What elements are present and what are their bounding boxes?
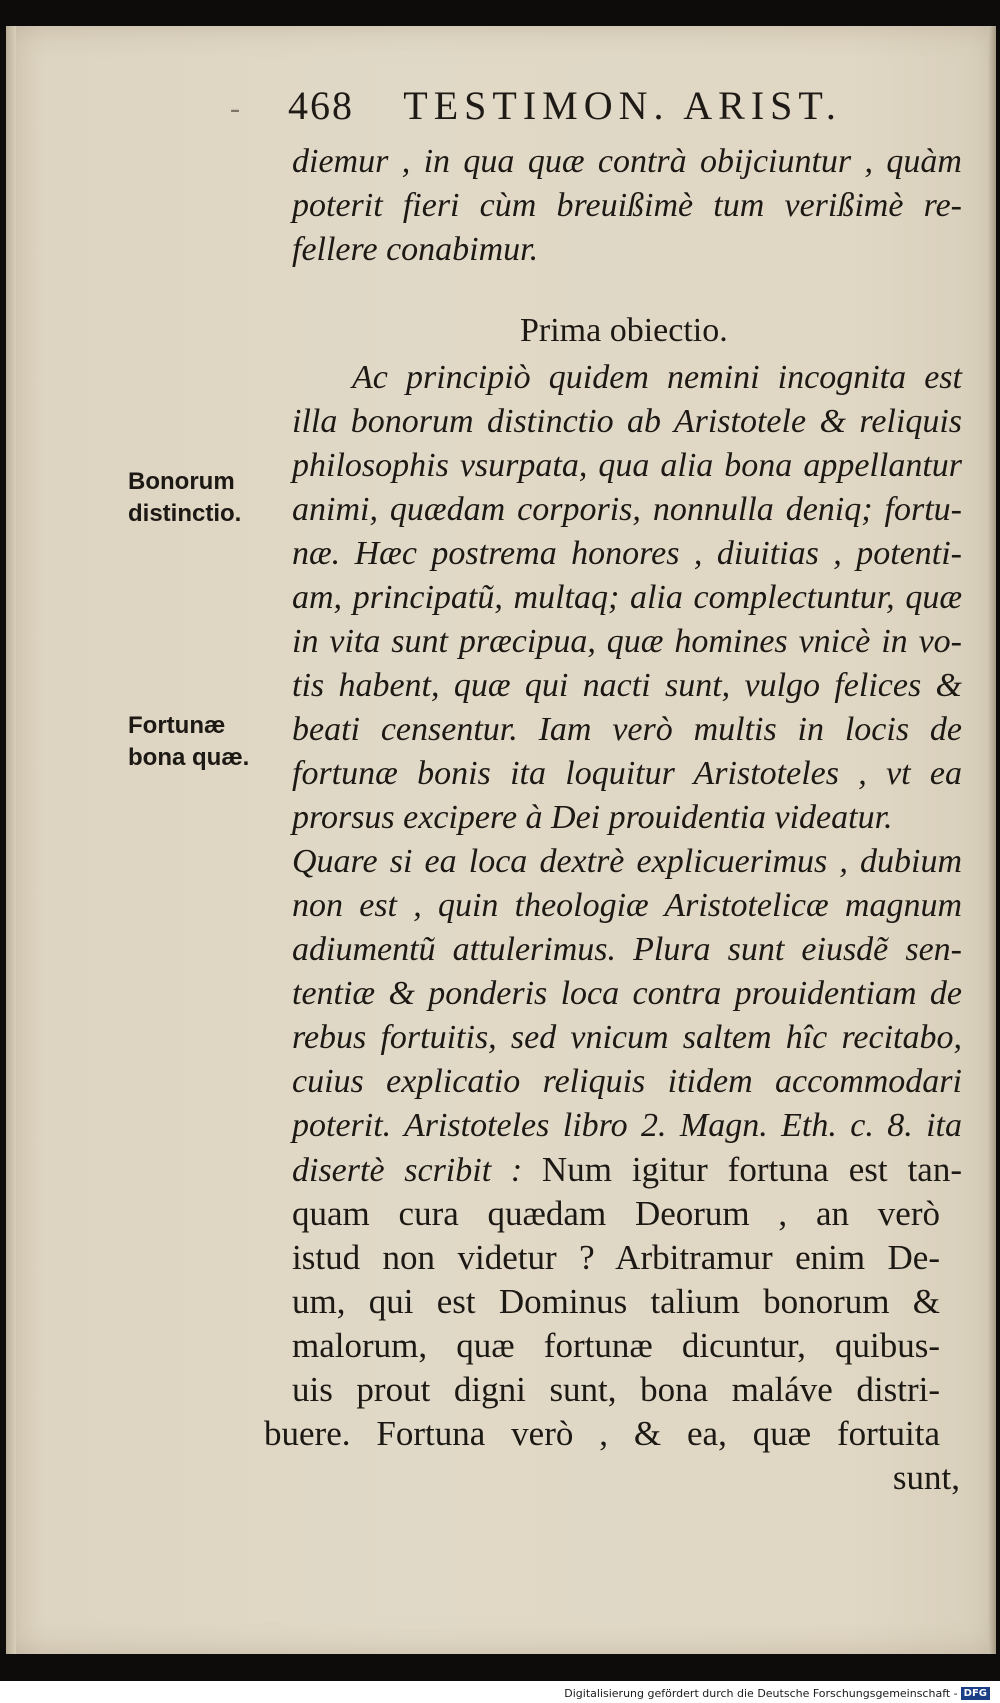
text-line: non est , quin theologiæ Aristotelicæ magnum [292,887,962,924]
text-line: in vita sunt præcipua, quæ homines vnicè in vo- [292,623,962,660]
margin-note-line: Fortunæ [128,712,226,739]
footer-credit [564,1687,990,1701]
text-line: illa bonorum distinctio ab Aristotele & reliquis [292,403,962,440]
main-paragraph [292,356,962,1192]
text-line: fortunæ bonis ita loquitur Aristoteles , vt ea [292,755,962,792]
catchword: sunt, [892,1458,960,1497]
text-line: adiumentũ attulerimus. Plura sunt eiusdẽ sen- [292,931,962,968]
text-line: diemur , in qua quæ contrà obijciuntur , quàm [292,143,962,180]
text-line: tis habent, quæ qui nacti sunt, vulgo felices & [292,667,962,704]
text-line: tentiæ & ponderis loca contra prouidentiam de [292,975,962,1012]
text-line: quam cura quædam Deorum , an verò [292,1194,940,1233]
page-number: 468 [288,83,354,128]
footer-bar [0,1681,1000,1703]
text-line: malorum, quæ fortunæ dicuntur, quibus- [292,1326,940,1365]
text-line: am, principatũ, multaq; alia complectuntur, quæ [292,579,962,616]
text-line: philosophis vsurpata, qua alia bona appellantur [292,447,962,484]
margin-note-line: bona quæ. [128,744,250,771]
italic-segment: disertè scribit : [292,1152,542,1189]
text-line: poterit. Aristoteles libro 2. Magn. Eth. c. 8. ita [292,1107,962,1144]
text-line: um, qui est Dominus talium bonorum & [292,1282,940,1321]
margin-note-bonorum [128,466,241,530]
text-line: istud non videtur ? Arbitramur enim De- [292,1238,940,1277]
text-line: poterit fieri cùm breuißimè tum verißimè re- [292,187,962,224]
running-header [288,82,848,129]
text-line: fellere conabimur. [292,231,539,268]
roman-segment: Num igitur fortuna est tan- [541,1150,962,1189]
text-line: Ac principiò quidem nemini incognita est [352,359,962,396]
margin-note-fortunae [128,710,249,774]
page-right-edge [988,26,996,1654]
text-line: Quare si ea loca dextrè explicuerimus , dubium [292,843,962,880]
margin-note-line: Bonorum [128,468,235,495]
text-line: prorsus excipere à Dei prouidentia videatur. [292,799,893,836]
quotation-paragraph [264,1192,940,1456]
footer-text: Digitalisierung gefördert durch die Deutsche Forschungsgemeinschaft - [564,1686,958,1700]
text-line: rebus fortuitis, sed vnicum saltem hîc recitabo, [292,1019,962,1056]
text-line: animi, quædam corporis, nonnulla deniq; fortu- [292,491,962,528]
intro-paragraph [292,140,962,272]
mixed-text-line [292,1148,962,1192]
text-line: beati censentur. Iam verò multis in locis de [292,711,962,748]
text-line: buere. Fortuna verò , & ea, quæ fortuita [264,1414,940,1453]
page-left-edge [6,26,16,1654]
running-title: TESTIMON. ARIST. [403,83,842,128]
text-line: næ. Hæc postrema honores , diuitias , potenti- [292,535,962,572]
text-line: cuius explicatio reliquis itidem accommodari [292,1063,962,1100]
margin-note-line: distinctio. [128,500,242,527]
text-line: uis prout digni sunt, bona maláve distri- [292,1370,940,1409]
header-dash: - [230,92,240,125]
dfg-logo-icon: DFG [961,1687,990,1700]
section-heading: Prima obiectio. [520,312,728,349]
